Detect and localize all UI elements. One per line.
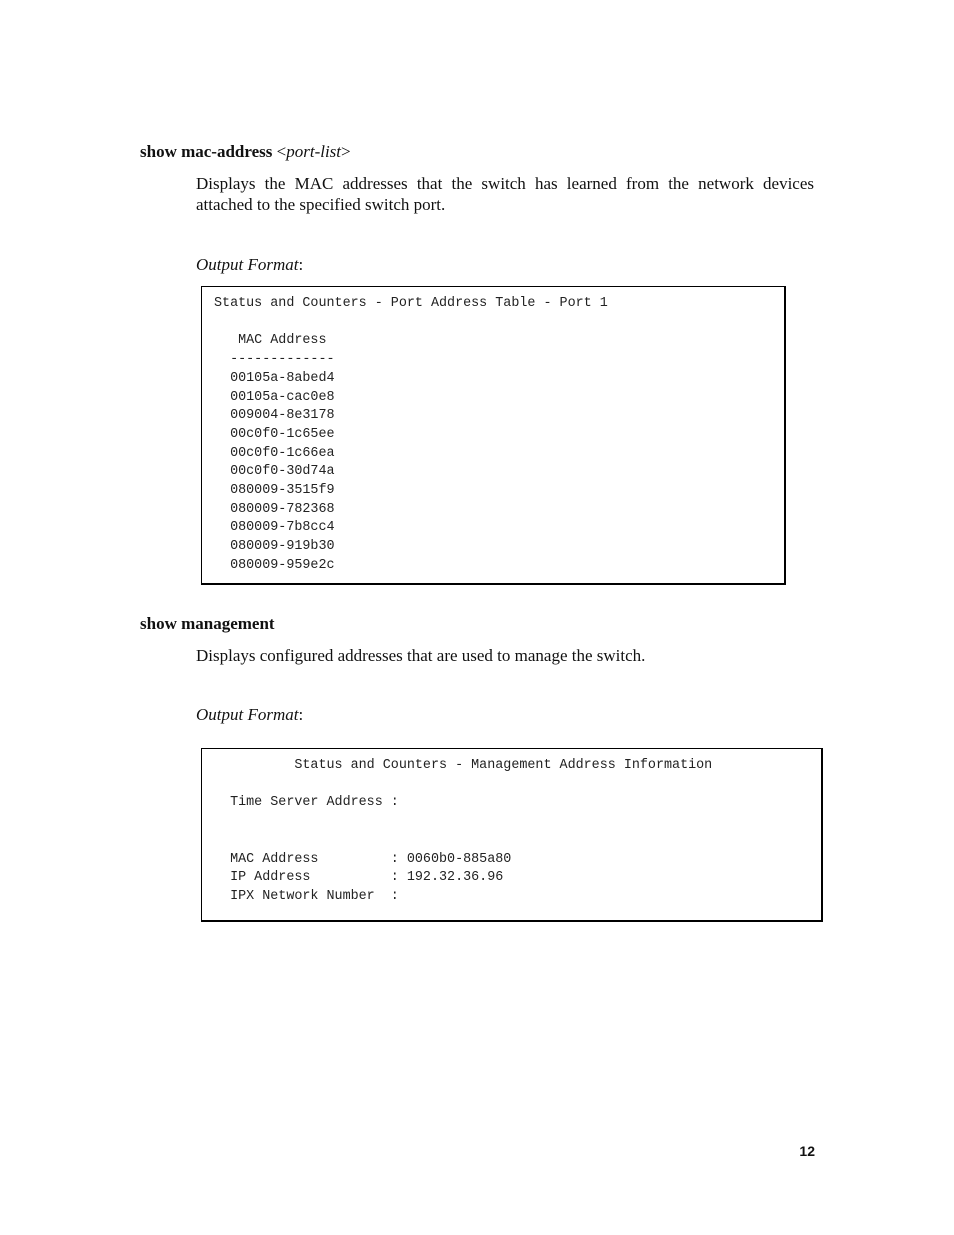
terminal-output: Status and Counters - Port Address Table - Port 1 MAC Address ------------- 00105a-8abed4 00105a-cac0e8 009004-8e3178 00c0f0-1c65ee 00c0f0-1c66ea 00c0f0-30d74a 080009-3515f9 080009-782368 080009-7b8cc4 080009-919b30 080009-959e2c [214,296,608,573]
output-format-box [201,748,823,922]
command-description: Displays configured addresses that are used to manage the switch. [196,646,646,665]
output-format-box [201,286,786,585]
command-heading-show-mac-address [140,142,351,162]
output-format-label: Output Format: [196,705,304,724]
page-number: 12 [799,1143,815,1159]
command-name: show management [140,614,275,633]
terminal-output: Status and Counters - Management Address Information Time Server Address : MAC Address : 0060b0-885a80 IP Address : 192.32.36.96 IPX Network Number : [214,758,713,904]
command-description: Displays the MAC addresses that the switch has learned from the network devices attached to the specified switch port. [196,174,814,214]
command-name: show mac-address [140,142,273,161]
output-format-label: Output Format: [196,255,304,274]
command-argument: <port-list> [276,142,351,161]
command-heading-show-management [140,614,275,634]
